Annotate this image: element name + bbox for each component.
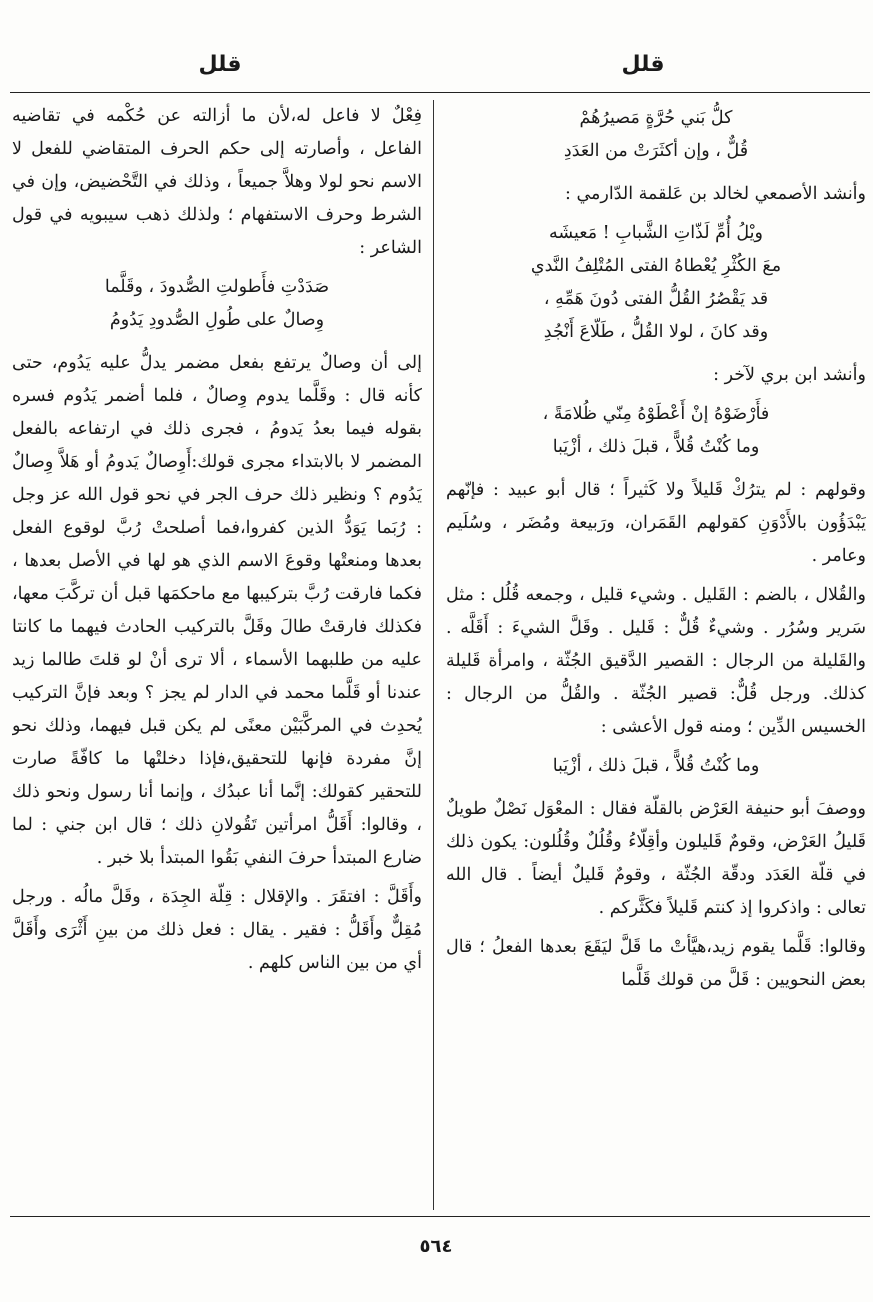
column-divider <box>433 100 434 1210</box>
page-number: ٥٦٤ <box>419 1236 453 1257</box>
header-rule <box>10 92 870 93</box>
left-headword: قلل <box>198 52 242 77</box>
right-column <box>446 100 866 1212</box>
paragraph: وأنشد الأصمعي لخالد بن عَلقمة الدّارمي : <box>564 184 866 204</box>
verse-block <box>446 750 866 783</box>
left-column <box>12 100 422 1212</box>
verse-block <box>446 217 866 349</box>
paragraph: والقُلال ، بالضم : القَليل . وشيء قليل ، وجمعه قُلُل : مثل سَرير وسُرُر . وشيءٌ قُلٌّ : قَليل . وقَلَّ الشيءَ : أَقَلَّه . والقَليلة من الرجال : القصير الدَّقيق الجُثّة ، وامرأة قَليلة كذلك. ورجل قُلٌّ: قصير الجُثّة . والقُلُّ من الرجال : الخسيس الدِّين ؛ ومنه قول الأعشى : <box>446 585 866 737</box>
footer-rule <box>10 1216 870 1217</box>
paragraph: إلى أن وصالٌ يرتفع بفعل مضمر يدلُّ عليه يَدُوم، حتى كأنه قال : وقَلَّما يدوم وِصالٌ ، فلما أضمر يَدُوم فسره بقوله فيما بعدُ يَدومُ ، فجرى ذلك في ارتفاعه بالفعل المضمر لا بالابتداء مجرى قولك:أَوِصالٌ يَدومُ أو هَلاَّ وِصالٌ يَدُوم ؟ ونظير ذلك حرف الجر في نحو قول الله عز وجل : رُبَما يَوَدُّ الذين كفروا،فما أصلحتْ رُبَّ لوقوع الفعل بعدها ومنعتْها وقوعَ الاسم الذي هو لها في الأصل بعدها ، فكما فارقت رُبَّ بتركيبها مع ماحكمَها قبل أن تركَّبَ معها، فكذلك فارقتْ طالَ وقَلَّ بالتركيب الحادث فيهما ما كانتا عليه من طلبهما الأسماء ، ألا ترى أنْ لو قلتَ طالما زيد عندنا أو قَلَّما محمد في الدار لم يجز ؟ وبعد فإنَّ التركيب يُحدِث في المركَّبَيْن معنًى لم يكن قبل فيهما، وذلك نحو إنَّ مفردة فإنها للتحقيق،فإذا دخلتْها ما كافّةً صارت للتحقير كقولك: إنَّما أنا عبدُك ، وإنما أنا رسول ونحو ذلك ، وقالوا: أَقَلُّ امرأتين تَقُولانِ ذلك ؛ قال ابن جني : لما ضارع المبتدأ حرفَ النفي بَقُوا المبتدأ بلا خبر . <box>12 353 422 868</box>
verse-line: قُلٌّ ، وإن أكثَرَتْ من العَدَدِ <box>563 141 749 161</box>
verse-line: وقد كانَ ، لولا القُلُّ ، طَلّاعَ أَنْجُدِ <box>543 322 769 342</box>
paragraph: وقولهم : لم يترُكْ قَليلاً ولا كَثيراً ؛ قال أبو عبيد : فإنّهم يَبْدَؤُون بالأَدْوَنِ كقولهم القَمَران، ورَبيعة ومُضَر ، وسُلَيم وعامر . <box>446 480 866 566</box>
verse-line: وما كُنْتُ قُلاًّ ، قبلَ ذلك ، أزْيَبا <box>552 437 760 457</box>
verse-line: كلُّ بَني حُرَّةٍ مَصيرُهُمْ <box>579 108 733 128</box>
verse-line: معَ الكُثْرِ يُعْطاهُ الفتى المُتْلِفُ النَّدي <box>530 256 782 276</box>
verse-block <box>12 271 422 337</box>
paragraph: وقالوا: قَلَّما يقوم زيد،هيَّأتْ ما قَلَّ ليَقَعَ بعدها الفعلُ ؛ قال بعض النحويين : قَلَّ من قولك قَلَّما <box>446 937 866 990</box>
verse-line: صَدَدْتِ فأَطولتِ الصُّدودَ ، وقَلَّما <box>104 277 330 297</box>
verse-line: فأَرْضَوْهُ إنْ أَعْطَوْهُ مِنّي ظُلامَةً ، <box>542 404 770 424</box>
paragraph: فِعْلٌ لا فاعل له،لأن ما أزالته عن حُكْمه في تقاضيه الفاعل ، وأصارته إلى حكم الحرف المتقاضي للفعل لا الاسم نحو لولا وهلاَّ جميعاً ، وذلك في التَّحْضيض، وإن في الشرط وحرف الاستفهام ؛ ولذلك ذهب سيبويه في قول الشاعر : <box>12 106 422 258</box>
verse-block <box>446 102 866 168</box>
paragraph: وأَقَلَّ : افتقَرَ . والإقلال : قِلّة الجِدَة ، وقَلَّ مالُه . ورجل مُقِلٌّ وأَقَلُّ : فقير . يقال : فعل ذلك من بينِ أَثْرَى وأَقَلَّ أي من بين الناس كلهم . <box>12 887 422 973</box>
running-header <box>0 52 873 88</box>
verse-line: وِصالٌ على طُولِ الصُّدودِ يَدُومُ <box>109 310 325 330</box>
verse-block <box>446 398 866 464</box>
paragraph: ووصفَ أبو حنيفة العَرْض بالقلّة فقال : المعْوَل نَصْلٌ طويلٌ قَليلُ العَرْض، وقومٌ قَليلون وأقِلّاءُ وقُلُلٌ وقُلُلون: يكون ذلك في قلّة العَدَد ودقّة الجُثّة ، وقومٌ قَليلٌ أيضاً . قال الله تعالى : واذكروا إذ كنتم قَليلاً فكَثَّركم . <box>446 799 866 918</box>
verse-line: ويْلُ أُمِّ لَذّاتِ الشَّبابِ ! مَعيشَه <box>549 223 763 243</box>
right-headword: قلل <box>621 52 665 77</box>
verse-line: وما كُنْتُ قُلاًّ ، قبلَ ذلك ، أزْيَبا <box>552 756 760 776</box>
verse-line: قد يَقْصُرُ القُلُّ الفتى دُونَ هَمِّهِ ، <box>543 289 769 309</box>
paragraph: وأنشد ابن بري لآخر : <box>713 365 866 385</box>
